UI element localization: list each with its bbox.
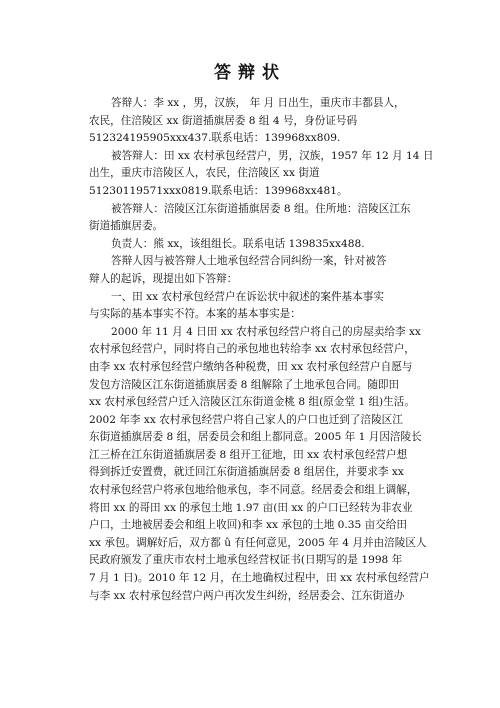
body-line: 农村承包经营户将承包地给他承包，李不同意。经居委会和组上调解， (89, 484, 418, 497)
body-line: 答辩人因与被答辩人土地承包经营合同纠纷一案，针对被答 (111, 255, 387, 268)
body-line: 街道插旗居委。 (89, 220, 164, 233)
body-line: 民政府颁发了重庆市农村土地承包经营权证书(日期写的是 1998 年 (89, 554, 403, 567)
body-line: 与李 xx 农村承包经营户两户再次发生纠纷，经居委会、江东街道办 (89, 589, 405, 602)
body-line: 辩人的起诉，现提出如下答辩： (89, 272, 238, 285)
body-line: 负责人：熊 xx，该组组长。联系电话 139835xx488. (111, 237, 365, 250)
body-line: xx 农村承包经营户迁入涪陵区江东街道金桃 8 组(原金堂 1 组)生活。 (89, 396, 415, 409)
body-line: 由李 xx 农村承包经营户缴纳各种税费，田 xx 农村承包经营户自愿与 (89, 360, 413, 373)
document-body (89, 95, 434, 605)
body-line: 7 月 1 日)。2010 年 12 月，在土地确权过程中，田 xx 农村承包经营户 (89, 572, 430, 585)
document-title: 答辩状 (214, 63, 286, 83)
body-line: 出生，重庆市涪陵区人，农民，住涪陵区 xx 街道 (89, 167, 320, 180)
body-line: xx 承包。调解好后，双方都 û 有任何意见，2005 年 4 月并由涪陵区人 (89, 536, 427, 549)
body-line: 512324195905xxx437.联系电话：139968xx809. (89, 132, 341, 145)
body-line: 江三桥在江东街道插旗居委 8 组开工征地，田 xx 农村承包经营户想 (89, 448, 408, 461)
body-line: 东街道插旗居委 8 组，居委员会和组上都同意。2005 年 1 月因涪陵长 (89, 431, 422, 444)
body-line: 农民，住涪陵区 xx 街道插旗居委 8 组 4 号，身份证号码 (89, 114, 358, 127)
body-line: 被答辩人：涪陵区江东街道插旗居委 8 组。住所地：涪陵区江东 (111, 202, 411, 215)
body-line: 发包方涪陵区江东街道插旗居委 8 组解除了土地承包合同。随即田 (89, 378, 400, 391)
body-line: 答辩人：李 xx ，男，汉族， 年 月 日出生，重庆市丰都县人， (111, 97, 405, 109)
body-line: 将田 xx 的哥田 xx 的承包土地 1.97 亩(田 xx 的户口已经转为非农业 (89, 501, 413, 514)
body-line: 与实际的基本事实不符。本案的基本事实是： (89, 308, 301, 321)
body-line: 2000 年 11 月 4 日田 xx 农村承包经营户将自己的房屋卖给李 xx (111, 325, 421, 338)
body-line: 一、田 xx 农村承包经营户在诉讼状中叙述的案件基本事实 (111, 290, 384, 303)
body-line: 51230119571xxx0819.联系电话：139968xx481。 (89, 184, 348, 197)
body-line: 被答辩人：田 xx 农村承包经营户，男，汉族，1957 年 12 月 14 日 (111, 149, 434, 162)
body-line: 户口，土地被居委会和组上收回)和李 xx 承包的土地 0.35 亩交给田 (89, 519, 407, 532)
body-line: 农村承包经营户，同时将自己的承包地也转给李 xx 农村承包经营户， (89, 343, 415, 356)
body-line: 得到拆迁安置费，就迁回江东街道插旗居委 8 组居住，并要求李 xx (89, 466, 404, 479)
body-line: 2002 年李 xx 农村承包经营户将自己家人的户口也迁到了涪陵区江 (89, 413, 403, 426)
